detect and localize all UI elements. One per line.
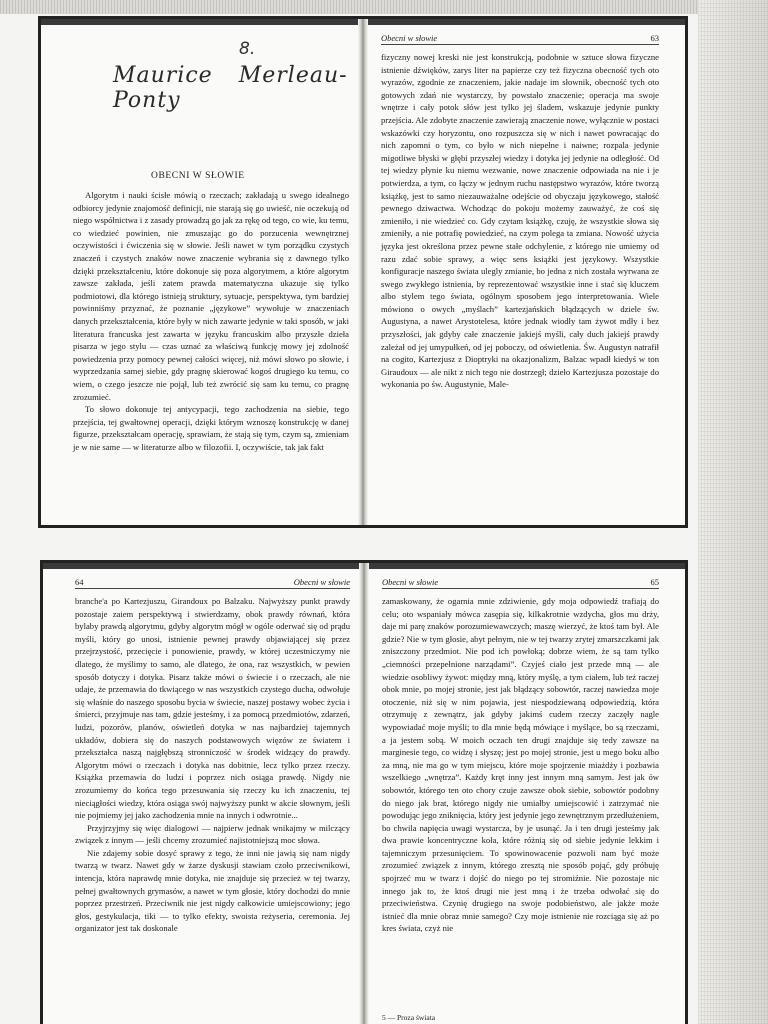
paragraph: Przyjrzyjmy się więc dialogowi — najpierw jednak wnikajmy w milczący związek z innym — jeśli chcemy zrozumieć najistotniejszą moc słowa. bbox=[75, 822, 350, 846]
running-head-title: Obecni w słowie bbox=[293, 577, 350, 587]
handwritten-author-last: Merleau-Ponty bbox=[113, 63, 348, 113]
running-head bbox=[75, 577, 350, 589]
body-text bbox=[382, 595, 659, 935]
scan-top-edge bbox=[0, 0, 768, 14]
paragraph: To słowo dokonuje tej antycypacji, tego zachodzenia na siebie, tego przejścia, tej gwałtownej operacji, dzięki którym wznoszę konstrukcję w danej figurze, przekształcam operację, sprawiam, że stają się tym, czym są, zmieniam je w nie same — w literaturze albo w filozofii. I, oczywiście, tak jak fakt bbox=[73, 404, 349, 452]
paragraph: zamaskowany, że ogarnia mnie zdziwienie, gdy moja odpowiedź trafiają do celu; oto wspaniały mówca zasępia się, kilkakrotnie wzdycha, głos mu drży, daje mi parę znaków porozumiewawczych; maszę wierzyć, że ktoś tam był. Ale gdzie? Nie w tym głosie, abyt pełnym, nie w tej twarzy zrytej zmarszczkami jak zniszczony przedmiot. Nie pod ich powłoką; dobrze wiem, że są tam tylko „ciemności przepełnione narządami”. Czyjeś ciało jest przede mną — ale wiedzie osobliwy żywot: między mną, który myślę, a tym ciałem, lub też raczej obok mnie, po mojej stronie, jest jak błądzący sobowtór, raczej nawiedza moje otoczenie, niż się w nim pojawia, jest niespodziewaną odpowiedzią, która otrzymuję z zewnątrz, jak gdyby jakimś cudem rzeczy zaczęły nagle wypowiadać moje myśli; to dla mnie będą mówiące i myślące, bo są rzeczami, a ja jestem sobą. W moich oczach ten drugi znajduje się tedy zawsze na marginesie tego, co widzę i słyszę; jest po mojej stronie, jest u mego boku albo za mną, nie ma go w tym miejscu, które moje spojrzenie miażdży i pozbawia wszelkiego „wnętrza”. Każdy kręt inny jest innym mną samym. Jest jak ów sobowtór, którego ten oto chory czuje zawsze obok siebie, sobowtór podobny do niego jak brat, którego nigdy nie umiałby umiejscowić i zatrzymać nie powodując jego zniknięcia, który jest jedynie jego zewnętrznym przedłużeniem, bo chwila napięcia uwagi wystarcza, by je usunąć. Ja i ten drugi jesteśmy jak dwa prawie koncentryczne koła, które różnią się od siebie jedynie lekkim i tajemniczym przesunięciem. To spowinowacenie pozwoli nam być może zrozumieć związek z innym, którego zresztą nie sposób pojąć, gdy próbuję spojrzeć mu w twarz i dojść do niego po tej stromiźnie. Nie pozostaje nic innego jak to, że ktoś drugi nie jest mną i że trzeba odwołać się do przeciwieństwa. Czynię drugiego na swoje podobieństwo, ale jakże może istnieć dla mnie obraz mnie samego? Czy moje istnienie nie rozciąga się aż po kres świata, czyż nie bbox=[382, 596, 659, 934]
page-right-bottom bbox=[364, 563, 685, 1024]
running-head-title: Obecni w słowie bbox=[382, 577, 439, 587]
chapter-title: OBECNI W SŁOWIE bbox=[151, 171, 245, 181]
running-head bbox=[382, 577, 659, 589]
paragraph: Algorytm i nauki ścisłe mówią o rzeczach; zakładają u swego idealnego odbiorcy jedynie znajomość definicji, nie starają się go uwieść, nie oczekują od niego współnictwa i z zasady prowadzą go jak za rękę od tego, co wie, ku temu, co wiedzieć powinien, nie zmuszając go do porzucenia wewnętrznej oczywistości i ćwiczenia się w słowie. Jeśli nawet w tym porządku czystych znaczeń i czystych znaków nowe znaczenie wybrania się z dawnego tylko dzięki przekształceniu, które dokonuje się poza algorytmem, a które algorytm zawsze zakłada, jeśli zatem prawda matematyczna ukazuje się tylko podmiotowi, dla którego istnieją struktury, sytuacje, perspektywa, tym bardziej powinniśmy przyznać, że poznanie „językowe” wywołuje w znaczeniach danych przekształcenia, które były w nich zawarte jedynie w taki sposób, w jaki literatura francuska jest zawarta w języku francuskim albo przyszłe dzieła pisarza w jego stylu — czas uznać za właściwą funkcję mowy jej zdolność powiedzenia przy pomocy pewnej całości więcej, niż mówi słowo po słowie, i wyprzedzania samej siebie, gdy pragnę skierować kogoś drugiego ku temu, co wiem, o czego jeszcze nie pojął, lub też zwrócić się sam ku temu, co pragnę zrozumieć. bbox=[73, 190, 349, 402]
running-head bbox=[381, 33, 659, 45]
top-spread bbox=[38, 16, 688, 528]
scan-right-edge bbox=[698, 0, 768, 1024]
page-number: 64 bbox=[75, 577, 84, 587]
page-left-bottom bbox=[43, 563, 364, 1024]
bottom-spread bbox=[40, 560, 688, 1024]
paragraph: Nie zdajemy sobie dosyć sprawy z tego, że inni nie jawią się nam nigdy twarzą w twarz. Nawet gdy w żarze dyskusji stawiam czoło przeciwnikowi, intencja, która naprawdę mnie dotyka, nie znajduje się przecież w tej twarzy, pełnej gwałtownych grymasów, a nawet w tym głosie, który dochodzi do mnie poprzez przestrzeń. Przeciwnik nie jest nigdy całkowicie umiejscowiony; jego głos, gestykulacja, tiki — to tylko efekty, swoista reżyseria, ceremonia. Jej organizator jest tak doskonale bbox=[75, 847, 350, 934]
page-number: 63 bbox=[650, 33, 659, 43]
handwritten-author-first: Maurice bbox=[113, 63, 213, 88]
page-number: 65 bbox=[650, 577, 659, 587]
body-text bbox=[381, 51, 659, 391]
page-footer: 5 — Proza świata bbox=[382, 1013, 436, 1022]
page-left-top bbox=[41, 19, 363, 525]
page-right-top bbox=[363, 19, 685, 525]
handwritten-number: 8. bbox=[239, 39, 256, 59]
paragraph: branche'a po Kartezjuszu, Girandoux po Balzaku. Najwyższy punkt prawdy pozostaje zaiem perspektywą i stwierdzamy, obok prawdy równań, która bylaby prawdą algorytmu, gdyby algorytm mógł w ogóle oderwać się od prądu myśli, który go unosi, istnienie pewnej prawdy objawiającej się przez przejrzystość, przecięcie i ponowienie, prawdy, w której uczestniczymy nie dlatego, że myślimy to samo, ale dlatego, że ona, raz wszystkich, w pewien sposób dotyczy i dotyka. Pisarz także mówi o świecie i o rzeczach, ale nie udaje, że przemawia do tkwiącego w nas wszystkich czystego ducha, odwołuje się właśnie do naszego sposobu bycia w świecie, naszej postawy wobec życia i śmierci, przyjmuje nas tam, gdzie jesteśmy, i za pomocą przedmiotów, zdarzeń, ludzi, pozorów, planów, oświetleń dotyka w nas najbardziej tajemnych układów, dobiera się do naszych podstawowych więzów ze światem i przekształca naszą najgłębszą stronniczość w środek widzący do prawdy. Algorytm mówi o rzeczach i dotyka nas dobitnie, lecz tylko przez rzeczy. Książka przemawia do ludzi i poprzez nich osiąga prawdę. Nigdy nie zrozumiemy do końca tego przesuwania się rzeczy ku ich znaczeniu, tej nieciągłości wiedzy, która osiąga swój najwyższy punkt w akcie słownym, jeśli nie pojmiemy jej jako zachodzenia mnie na innych i odwrotnie... bbox=[75, 596, 350, 821]
body-text bbox=[73, 189, 349, 453]
handwritten-author bbox=[113, 63, 363, 113]
running-head-title: Obecni w słowie bbox=[381, 33, 438, 43]
body-text bbox=[75, 595, 350, 935]
paragraph: fizyczny nowej kreski nie jest konstrukcją, podobnie w sztuce słowa fizyczne istnienie dźwięków, zarys liter na papierze czy też fizyczna obecność tych oto wyrazów, zgodnie ze znaczeniem, jakie nadaje im słownik, obecność tych oto gotowych zdań nie wystarczy, by powstało znaczenie; operacja ma swoje wnętrze i cały potok słów jest tylko jej śladem, wskazuje jedynie punkty przejścia. Ale zdobyte znaczenie zawierają znaczenie nowe, wyłącznie w postaci wskazówki czy horyzontu, ono rozpuszcza się w nich i nawet powracając do nich zapomni o tym, co było w nich niepełne i naiwne; rozpala jedynie migotliwe błyski w głębi przyszłej wiedzy i dotyka jej jedynie na odległość. Od tej wiedzy płynie ku niemu wezwanie, nowe znaczenie odpowiada na nie i je potwierdza, a tym, co łączy w jednym ruchu następstwo wyrazów, które tworzą książkę, jest to samo niezauważalne odejście od obyczaju językowego, stałość pewnego dziwactwa. Wchodząc do pokoju możemy zauważyć, że coś się zmieniło, i nie wiedzieć co. Gdy czytam książkę, czuję, że wszystkie słowa się zmieniły, a nie potrafię powiedzieć, na czym polega ta zmiana. Nowość użycia języka jest określona przez pewne stałe odchylenie, z którego nie umiemy od razu zdać sobie sprawy, a więc sens książki jest językowy. Wszystkie konfiguracje naszego świata ulegly zmianie, bo jedna z nich została wyrwana ze swego zwykłego istnienia, by reprezentować wszystkie inne i stać się kluczem albo stylem tego świata, ogólnym sposobem jego interpretowania. Wiele mówiono o owych „myślach” kartezjańskich błądzących w dziele św. Augustyna, a nawet Arystotelesa, które jednak wiodły tam żywot mdły i bez przyszłości, jak gdyby całe znaczenie jakiejś myśli, cały duch jakiejś prawdy zależał od jej umypułkeń, od jej poboczy, od oświetlenia. Św. Augustyn natrafił na cogito, Kartezjusz z Dioptryki na okazjonalizm, Balzac wpadł kiedyś w ton Giraudoux — ale nikt z nich tego nie dostrzegł; dzieło Kartezjusza pozostaje do wykonania po św. Augustynie, Male- bbox=[381, 52, 659, 390]
